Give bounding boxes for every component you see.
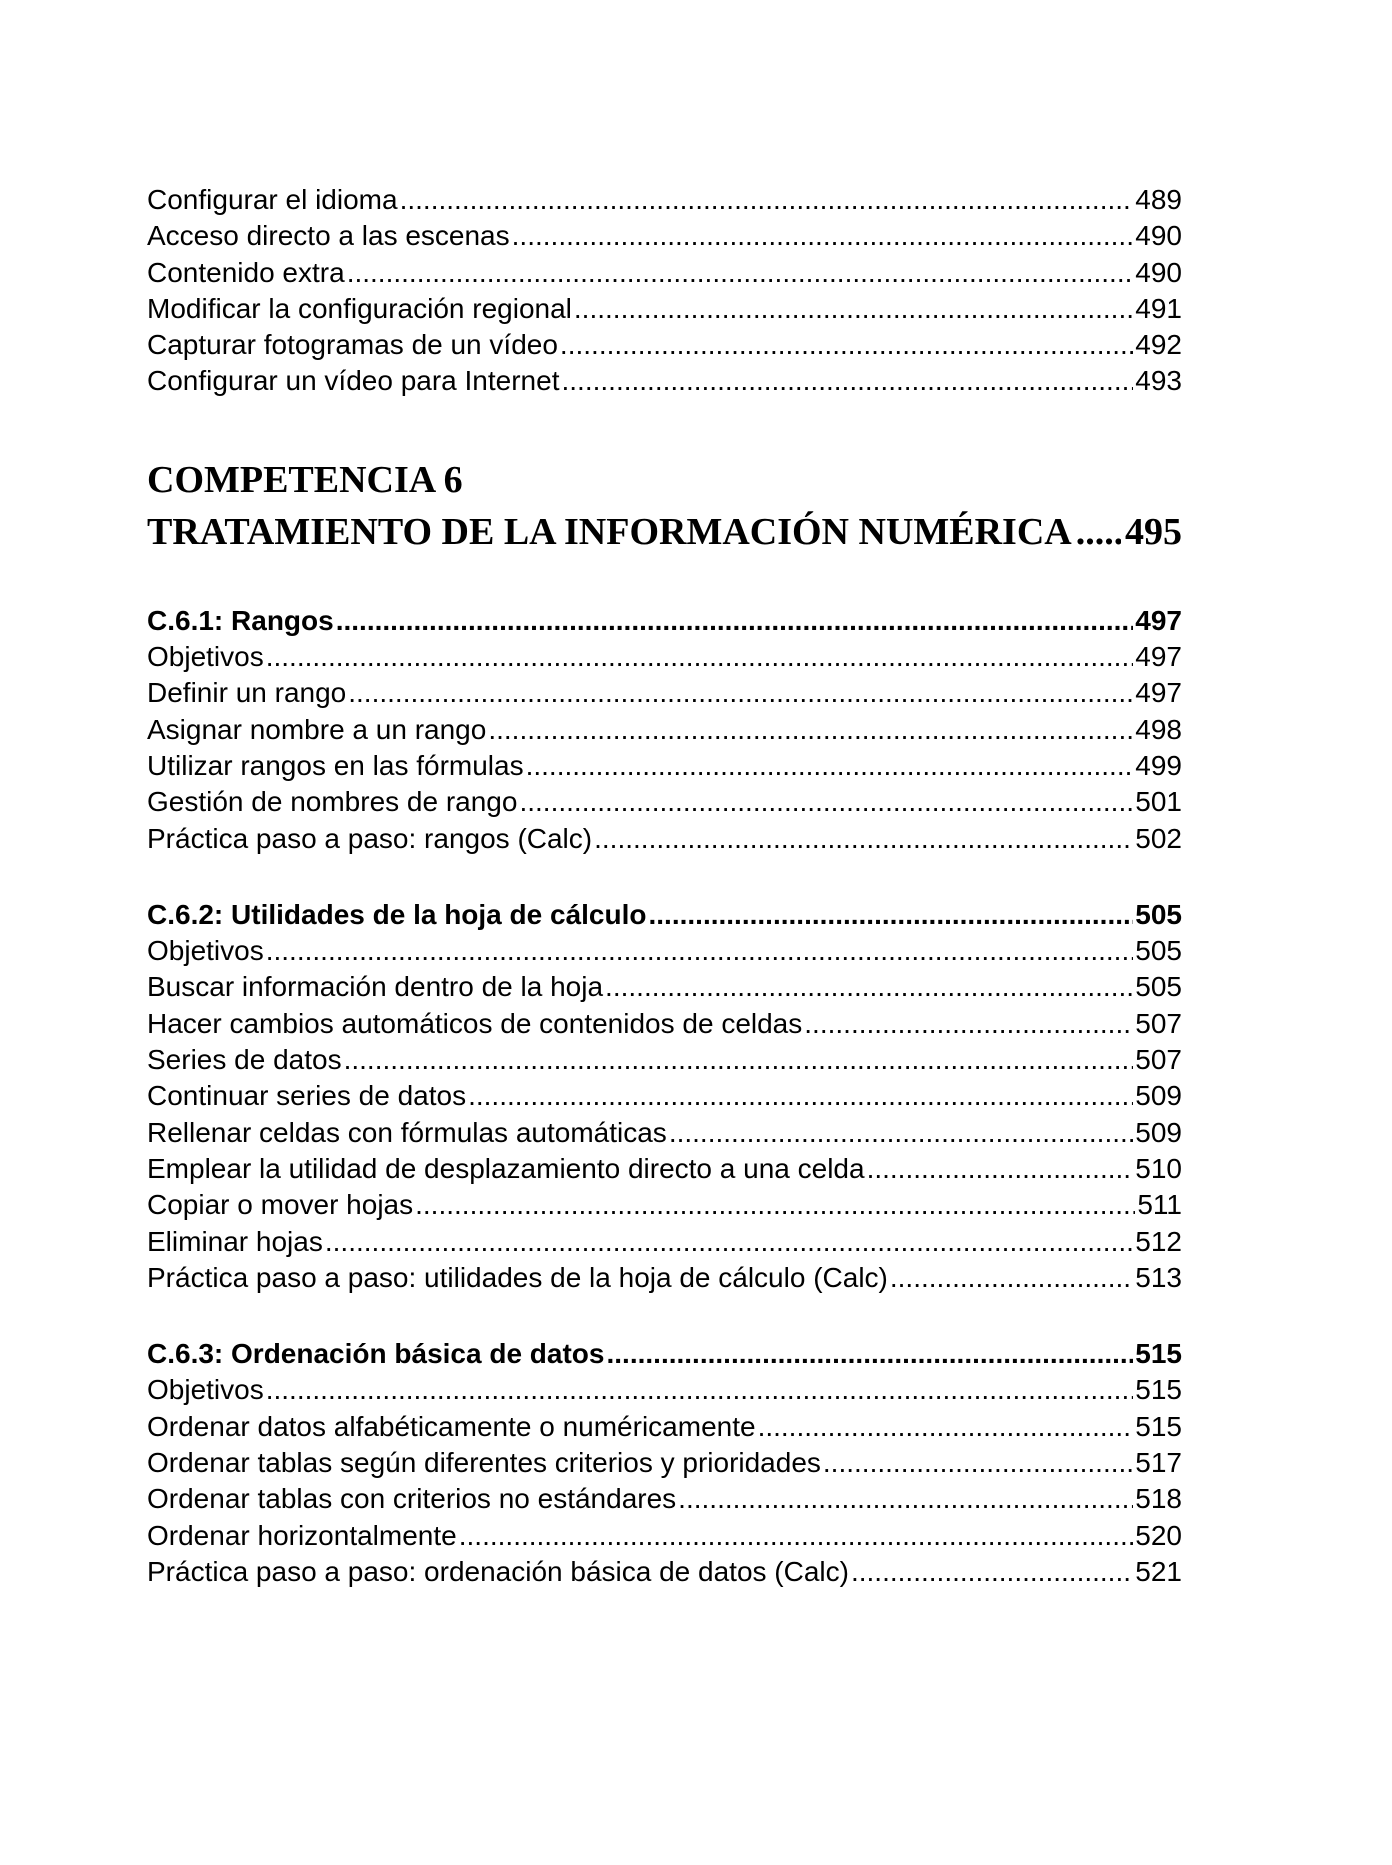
toc-entry [147, 1115, 1182, 1151]
toc-entry-page: 502 [1135, 822, 1182, 854]
section-heading [147, 897, 1182, 933]
toc-entry [147, 1554, 1182, 1590]
toc-entry-page: 512 [1135, 1225, 1182, 1257]
toc-entry-page: 493 [1135, 365, 1182, 397]
toc-entry-page: 490 [1135, 256, 1182, 288]
toc-entry [147, 1481, 1182, 1517]
toc-entry-page: 509 [1135, 1116, 1182, 1148]
toc-entry [147, 218, 1182, 254]
toc-entry [147, 1042, 1182, 1078]
intro-entries [147, 182, 1182, 400]
toc-entry-page: 511 [1137, 1189, 1182, 1221]
chapter-number: COMPETENCIA 6 [147, 458, 463, 501]
toc-entry-page: 497 [1135, 677, 1182, 709]
toc-entry-title: Continuar series de datos [147, 1080, 467, 1112]
dot-leader [344, 1042, 1134, 1078]
toc-entry-title: Copiar o mover hojas [147, 1189, 414, 1221]
dot-leader [266, 933, 1134, 969]
dot-leader [678, 1481, 1133, 1517]
toc-entry-page: 501 [1135, 786, 1182, 818]
toc-entry [147, 1409, 1182, 1445]
toc-entry [147, 748, 1182, 784]
toc-entry [147, 1260, 1182, 1296]
toc-entry-title: Modificar la configuración regional [147, 292, 572, 324]
toc-entry-page: 492 [1135, 329, 1182, 361]
toc-entry-title: Objetivos [147, 641, 264, 673]
toc-entry-title: Asignar nombre a un rango [147, 713, 487, 745]
toc-section [147, 897, 1182, 1296]
dot-leader [823, 1445, 1133, 1481]
toc-entry [147, 712, 1182, 748]
toc-entry-title: Práctica paso a paso: rangos (Calc) [147, 822, 593, 854]
toc-entry [147, 1006, 1182, 1042]
chapter-heading [147, 454, 1182, 558]
toc-entry [147, 784, 1182, 820]
chapter-title: TRATAMIENTO DE LA INFORMACIÓN NUMÉRICA [147, 510, 1072, 553]
toc-entry [147, 255, 1182, 291]
toc-entry-page: 510 [1135, 1152, 1182, 1184]
toc-entry-page: 490 [1135, 220, 1182, 252]
toc-entry [147, 291, 1182, 327]
toc-entry-page: 499 [1135, 749, 1182, 781]
toc-entry-title: Gestión de nombres de rango [147, 786, 518, 818]
toc-entry-page: 505 [1135, 971, 1182, 1003]
toc-entry-title: Ordenar tablas según diferentes criterios y prioridades [147, 1447, 821, 1479]
toc-entry-title: Hacer cambios automáticos de contenidos de celdas [147, 1007, 803, 1039]
dot-leader [851, 1554, 1133, 1590]
toc-entry-page: 520 [1135, 1519, 1182, 1551]
dot-leader [804, 1006, 1133, 1042]
toc-section [147, 1336, 1182, 1590]
toc-entry-page: 489 [1135, 184, 1182, 215]
dot-leader [758, 1409, 1134, 1445]
toc-entry-page: 498 [1135, 713, 1182, 745]
toc-entry-title: Práctica paso a paso: ordenación básica de datos (Calc) [147, 1555, 849, 1587]
toc-entry-title: Eliminar hojas [147, 1225, 323, 1257]
toc-entry-title: Emplear la utilidad de desplazamiento directo a una celda [147, 1152, 865, 1184]
dot-leader [648, 897, 1133, 933]
toc-entry-page: 509 [1135, 1080, 1182, 1112]
toc-entry-page: 497 [1135, 641, 1182, 673]
toc-entry-title: Acceso directo a las escenas [147, 220, 510, 252]
dot-leader [400, 182, 1134, 218]
section-heading [147, 603, 1182, 639]
section-title: C.6.2: Utilidades de la hoja de cálculo [147, 898, 647, 930]
toc-entry [147, 327, 1182, 363]
toc-entry-page: 515 [1135, 1374, 1182, 1406]
dot-leader [526, 748, 1134, 784]
toc-entry [147, 1518, 1182, 1554]
dot-leader [266, 639, 1134, 675]
dot-leader [459, 1518, 1134, 1554]
toc-entry [147, 969, 1182, 1005]
dot-leader [266, 1372, 1134, 1408]
dot-leader [669, 1115, 1133, 1151]
toc-entry-page: 507 [1135, 1044, 1182, 1076]
section-title: C.6.1: Rangos [147, 604, 334, 636]
section-title: C.6.3: Ordenación básica de datos [147, 1338, 605, 1370]
dot-leader [415, 1187, 1135, 1223]
toc-page [147, 182, 1182, 1630]
toc-entry [147, 1151, 1182, 1187]
dot-leader [594, 821, 1133, 857]
toc-entry [147, 1078, 1182, 1114]
toc-entry-title: Ordenar tablas con criterios no estándares [147, 1483, 677, 1515]
toc-entry [147, 363, 1182, 399]
dot-leader [336, 603, 1134, 639]
toc-entry [147, 675, 1182, 711]
toc-entry-page: 517 [1135, 1447, 1182, 1479]
dot-leader [606, 1336, 1133, 1372]
toc-entry [147, 182, 1182, 218]
toc-entry [147, 639, 1182, 675]
dot-leader [867, 1151, 1134, 1187]
toc-entry-title: Configurar un vídeo para Internet [147, 365, 560, 397]
toc-entry-title: Series de datos [147, 1044, 342, 1076]
section-page: 505 [1135, 898, 1182, 930]
dot-leader [574, 291, 1133, 327]
dot-leader [512, 218, 1134, 254]
dot-leader [519, 784, 1133, 820]
toc-entry [147, 1187, 1182, 1223]
toc-entry-title: Contenido extra [147, 256, 345, 288]
dot-leader [561, 363, 1133, 399]
toc-entry-title: Definir un rango [147, 677, 347, 709]
dot-leader [605, 969, 1133, 1005]
toc-entry-title: Utilizar rangos en las fórmulas [147, 749, 524, 781]
toc-entry-title: Objetivos [147, 1374, 264, 1406]
toc-entry [147, 821, 1182, 857]
dot-leader [348, 675, 1133, 711]
section-page: 497 [1135, 604, 1182, 636]
toc-entry [147, 1224, 1182, 1260]
toc-entry-page: 515 [1135, 1410, 1182, 1442]
toc-entry-page: 505 [1135, 935, 1182, 967]
toc-entry-title: Ordenar datos alfabéticamente o numéricamente [147, 1410, 756, 1442]
toc-entry-page: 491 [1135, 292, 1182, 324]
toc-entry-page: 521 [1135, 1555, 1182, 1587]
toc-entry-title: Ordenar horizontalmente [147, 1519, 457, 1551]
toc-entry-page: 507 [1135, 1007, 1182, 1039]
dot-leader [560, 327, 1133, 363]
toc-entry-title: Configurar el idioma [147, 184, 398, 215]
toc-entry-title: Buscar información dentro de la hoja [147, 971, 604, 1003]
dot-leader [488, 712, 1133, 748]
dot-leader [890, 1260, 1133, 1296]
toc-entry-page: 518 [1135, 1483, 1182, 1515]
dot-leader [325, 1224, 1133, 1260]
toc-entry-title: Capturar fotogramas de un vídeo [147, 329, 558, 361]
toc-section [147, 603, 1182, 857]
dot-leader [1076, 506, 1121, 558]
toc-entry [147, 1372, 1182, 1408]
dot-leader [468, 1078, 1133, 1114]
toc-entry-title: Práctica paso a paso: utilidades de la hoja de cálculo (Calc) [147, 1261, 888, 1293]
chapter-page: 495 [1125, 510, 1182, 553]
toc-entry-title: Rellenar celdas con fórmulas automáticas [147, 1116, 667, 1148]
toc-entry [147, 933, 1182, 969]
dot-leader [347, 255, 1134, 291]
toc-entry [147, 1445, 1182, 1481]
section-page: 515 [1135, 1338, 1182, 1370]
chapter-title-row [147, 506, 1182, 558]
toc-entry-title: Objetivos [147, 935, 264, 967]
section-heading [147, 1336, 1182, 1372]
toc-entry-page: 513 [1135, 1261, 1182, 1293]
